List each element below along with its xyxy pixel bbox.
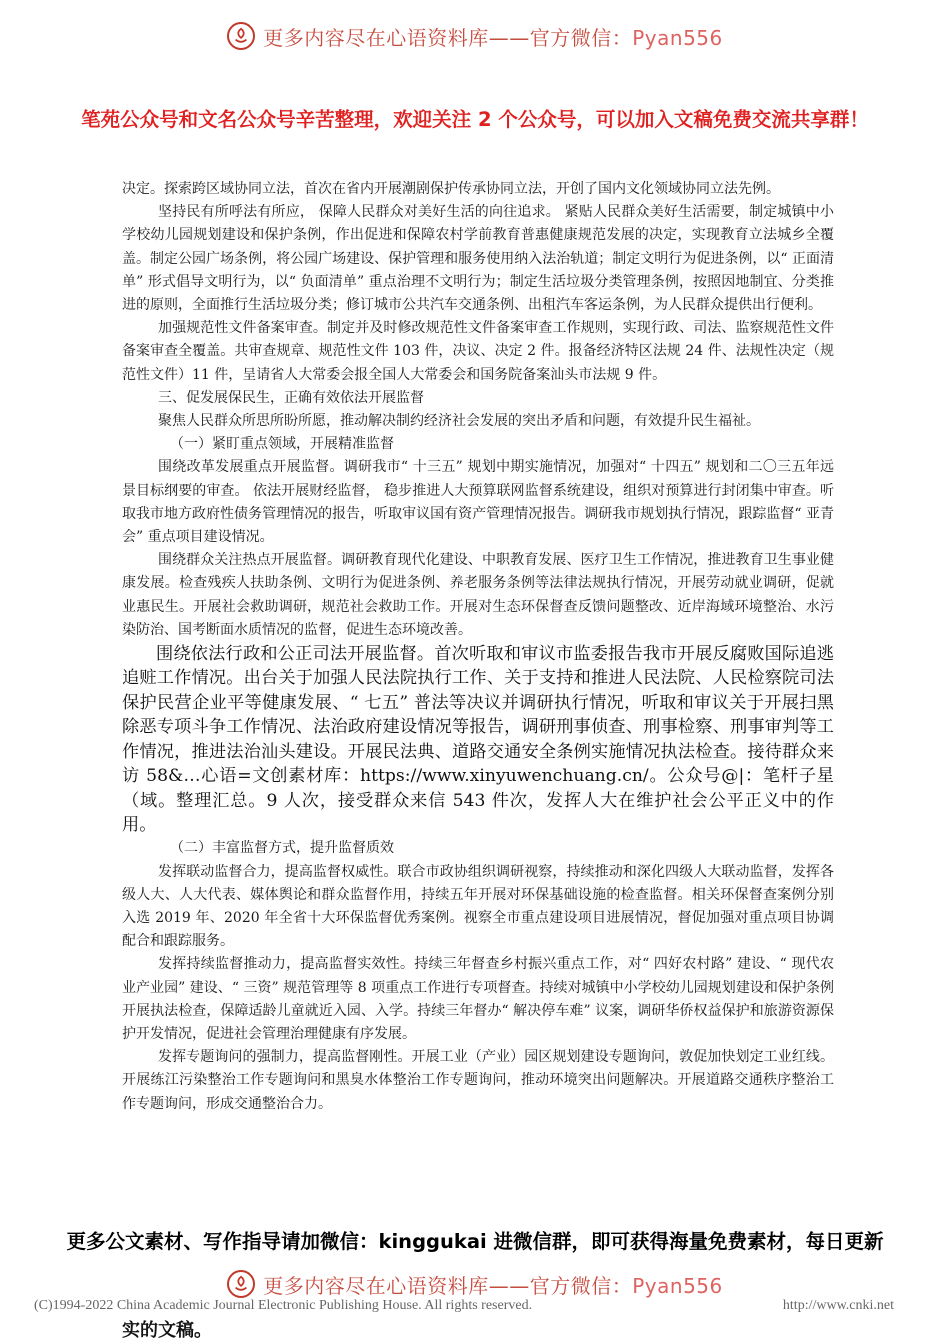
bottom-promo-banner: 更多公文素材、写作指导请加微信：kinggukai 进微信群，即可获得海量免费素材，每日更新 — [66, 1230, 884, 1253]
watermark-site: 更多内容尽在心语资料库 — [263, 25, 489, 50]
paragraph-7: 围绕依法行政和公正司法开展监督。首次听取和审议市监委报告我市开展反腐败国际追逃追赃工作情况。出台关于加强人民法院执行工作、关于支持和推进人民法院、人民检察院司法保护民营企业平等健康发展、“ 七五” 普法等决议并调研执行情况，听取和审议关于开展扫黑除恶专项斗争工作情况、法治政府建设情况等报告，调研刑事侦查、刑事检察、刑事审判等工作情况，推进法治汕头建设。开展民法典、道路交通安全条例实施情况执法检查。接待群众来访 58&…心语=文创素材库：https://www.xinyuwenchuang.cn/。公众号@|：笔杆子星（域。整理汇总。9 人次，接受群众来信 543 件次，发挥人大在维护社会公平正义中的作用。 — [122, 644, 834, 835]
brand-logo-icon — [227, 1270, 255, 1298]
paragraph-2: 坚持民有所呼法有所应， 保障人民群众对美好生活的向往追求。 紧贴人民群众美好生活需要，制定城镇中小学校幼儿园规划建设和保护条例，作出促进和保障农村学前教育普惠健康规范发展的决定，实现教育立法城乡全覆盖。制定公园广场条例，将公园广场建设、保护管理和服务使用纳入法治轨道；制定文明行为促进条例，以“ 正面清单” 形式倡导文明行为，以“ 负面清单” 重点治理不文明行为；制定生活垃圾分类管理条例，按照因地制宜、分类推进的原则，全面推行生活垃圾分类；修订城市公共汽车交通条例、出租汽车客运条例，为人民群众提供出行便利。 — [122, 204, 834, 314]
paragraph-4: 聚焦人民群众所思所盼所愿，推动解决制约经济社会发展的突出矛盾和问题，有效提升民生福祉。 — [158, 413, 760, 430]
watermark-wechat-id: Pyan556 — [632, 1273, 723, 1298]
paragraph-5: 围绕改革发展重点开展监督。调研我市“ 十三五” 规划中期实施情况，加强对“ 十四五” 规划和二〇三五年远景目标纲要的审查。 依法开展财经监督， 稳步推进人大预算联网监督系统建设，组织对预算进行封闭集中审查。听取我市地方政府性债务管理情况的报告，听取审议国有资产管理情况报告。调研我市规划执行情况，跟踪监督“ 亚青会” 重点项目建设情况。 — [122, 459, 834, 546]
cnki-copyright: (C)1994-2022 China Academic Journal Electronic Publishing House. All rights reserved. — [34, 1298, 533, 1313]
watermark-text — [263, 22, 723, 51]
watermark-separator: —— — [488, 1273, 530, 1298]
cnki-url[interactable]: http://www.cnki.net — [782, 1298, 894, 1313]
cnki-footer — [34, 1298, 894, 1314]
subsection-heading-1: （一）紧盯重点领域，开展精准监督 — [170, 436, 394, 453]
watermark-header — [0, 16, 950, 56]
watermark-separator: —— — [488, 25, 530, 50]
paragraph-1: 决定。探索跨区域协同立法，首次在省内开展潮剧保护传承协同立法，开创了国内文化领域协同立法先例。 — [122, 181, 780, 197]
paragraph-9: 发挥持续监督推动力，提高监督实效性。持续三年督查乡村振兴重点工作，对“ 四好农村路” 建设、“ 现代农业产业园” 建设、“ 三资” 规范管理等 8 项重点工作进行专项督查。持续对城镇中小学校幼儿园规划建设和保护条例开展执法检查，保障适龄儿童就近入园、入学。持续三年督办“ 解决停车难” 议案，调研华侨权益保护和旅游资源保护开发情况，促进社会管理治理健康有序发展。 — [122, 956, 834, 1042]
watermark-official-label: 官方微信： — [529, 1273, 633, 1298]
document-body — [122, 178, 834, 1116]
paragraph-3: 加强规范性文件备案审查。制定并及时修改规范性文件备案审查工作规则，实现行政、司法、监察规范性文件备案审查全覆盖。共审查规章、规范性文件 103 件，决议、决定 2 件。报备经济特区法规 24 件、法规性决定（规范性文件）11 件，呈请省人大常委会报全国人大常委会和国务院备案汕头市法规 9 件。 — [122, 320, 834, 383]
watermark-official-label: 官方微信： — [529, 25, 633, 50]
watermark-text — [263, 1270, 723, 1299]
top-promo-banner: 笔苑公众号和文名公众号辛苦整理，欢迎关注 2 个公众号，可以加入文稿免费交流共享群！ — [81, 108, 869, 131]
tail-text: 实的文稿。 — [122, 1320, 212, 1341]
watermark-wechat-id: Pyan556 — [632, 25, 723, 50]
brand-logo-icon — [227, 22, 255, 50]
paragraph-10: 发挥专题询问的强制力，提高监督刚性。开展工业（产业）园区规划建设专题询问，敦促加快划定工业红线。开展练江污染整治工作专题询问和黑臭水体整治工作专题询问，推动环境突出问题解决。开展道路交通秩序整治工作专题询问，形成交通整治合力。 — [122, 1049, 834, 1112]
section-heading-3: 三、促发展保民生，正确有效依法开展监督 — [158, 389, 424, 406]
watermark-site: 更多内容尽在心语资料库 — [263, 1273, 489, 1298]
subsection-heading-2: （二）丰富监督方式，提升监督质效 — [170, 840, 394, 857]
paragraph-8: 发挥联动监督合力，提高监督权威性。联合市政协组织调研视察，持续推动和深化四级人大联动监督，发挥各级人大、人大代表、媒体舆论和群众监督作用，持续五年开展对环保基础设施的检查监督。相关环保督查案例分别入选 2019 年、2020 年全省十大环保监督优秀案例。视察全市重点建设项目进展情况，督促加强对重点项目协调配合和跟踪服务。 — [122, 863, 834, 950]
paragraph-6: 围绕群众关注热点开展监督。调研教育现代化建设、中职教育发展、医疗卫生工作情况，推进教育卫生事业健康发展。检查残疾人扶助条例、文明行为促进条例、养老服务条例等法律法规执行情况，开展劳动就业调研，促就业惠民生。开展社会救助调研，规范社会救助工作。开展对生态环保督查反馈问题整改、近岸海域环境整治、水污染防治、国考断面水质情况的监督，促进生态环境改善。 — [122, 552, 834, 638]
